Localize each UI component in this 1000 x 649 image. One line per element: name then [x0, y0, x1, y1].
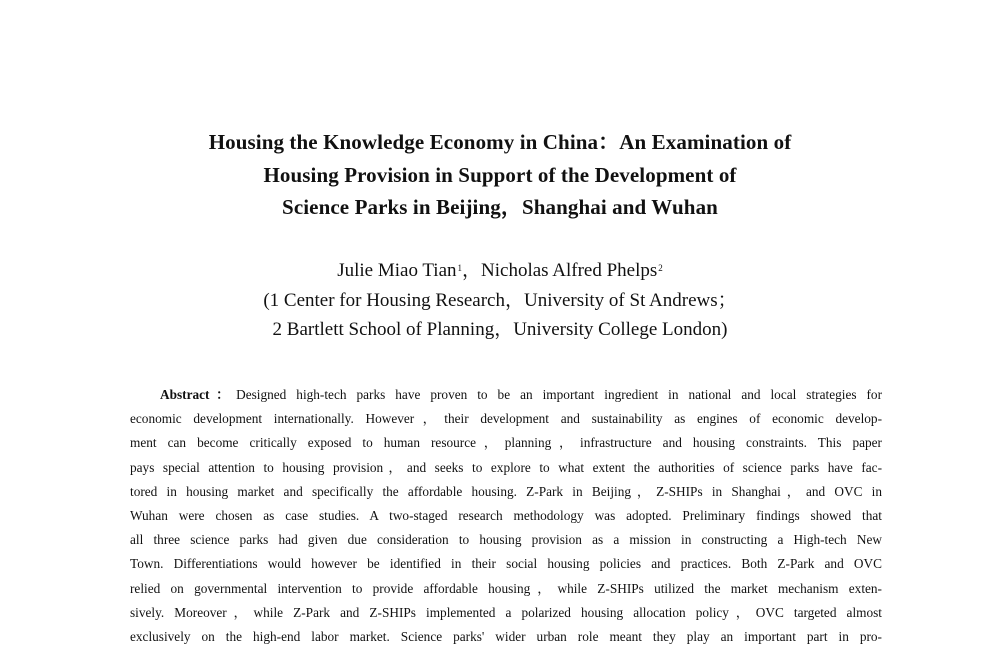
abstract-line: all three science parks had given due consideration to housing provision as a mission in constructing a High-tech New — [130, 532, 882, 548]
abstract-line: ment can become critically exposed to human resource，planning，infrastructure and housing constraints. This paper — [130, 435, 882, 451]
abstract-line: sively. Moreover，while Z-Park and Z-SHIPs implemented a polarized housing allocation policy，OVC targeted almost — [130, 604, 882, 620]
author-2-name: Nicholas Alfred Phelps — [481, 260, 658, 281]
abstract-line: Wuhan were chosen as case studies. A two-staged research methodology was adopted. Preliminary findings showed that — [130, 507, 882, 523]
title-line-3: Science Parks in Beijing，Shanghai and Wuhan — [282, 195, 718, 219]
author-block — [0, 256, 1000, 345]
abstract-line-text: Designed high-tech parks have proven to be an important ingredient in national and local strategies for — [236, 387, 883, 402]
paper-title — [0, 126, 1000, 224]
author-1-affiliation-mark: 1 — [457, 263, 463, 273]
abstract — [130, 383, 882, 649]
affiliation-1: (1 Center for Housing Research，University of St Andrews； — [263, 289, 737, 311]
abstract-line — [130, 383, 882, 407]
title-line-2: Housing Provision in Support of the Development of — [263, 162, 737, 187]
abstract-line: economic development internationally. However，their development and sustainability as engines of economic develop- — [130, 411, 882, 427]
abstract-line: exclusively on the high-end labor market. Science parks' wider urban role meant they play an important part in pro- — [130, 628, 882, 644]
author-2-affiliation-mark: 2 — [658, 263, 663, 273]
affiliation-2: 2 Bartlett School of Planning，University College London) — [272, 319, 728, 340]
abstract-line: relied on governmental intervention to provide affordable housing，while Z-SHIPs utilized the market mechanism exten- — [130, 580, 882, 596]
author-1-name: Julie Miao Tian — [337, 260, 457, 281]
abstract-line: pays special attention to housing provision，and seeks to explore to what extent the authorities of science parks have fac- — [130, 459, 882, 475]
abstract-label: Abstract： — [160, 387, 237, 402]
abstract-line: tored in housing market and specifically the affordable housing. Z-Park in Beijing，Z-SHIPs in Shanghai，and OVC in — [130, 483, 882, 499]
author-names — [0, 256, 1000, 286]
title-line-1: Housing the Knowledge Economy in China：An Examination of — [208, 130, 792, 154]
author-separator: ， — [462, 260, 482, 281]
abstract-line: Town. Differentiations would however be identified in their social housing policies and practices. Both Z-Park and OVC — [130, 556, 882, 572]
